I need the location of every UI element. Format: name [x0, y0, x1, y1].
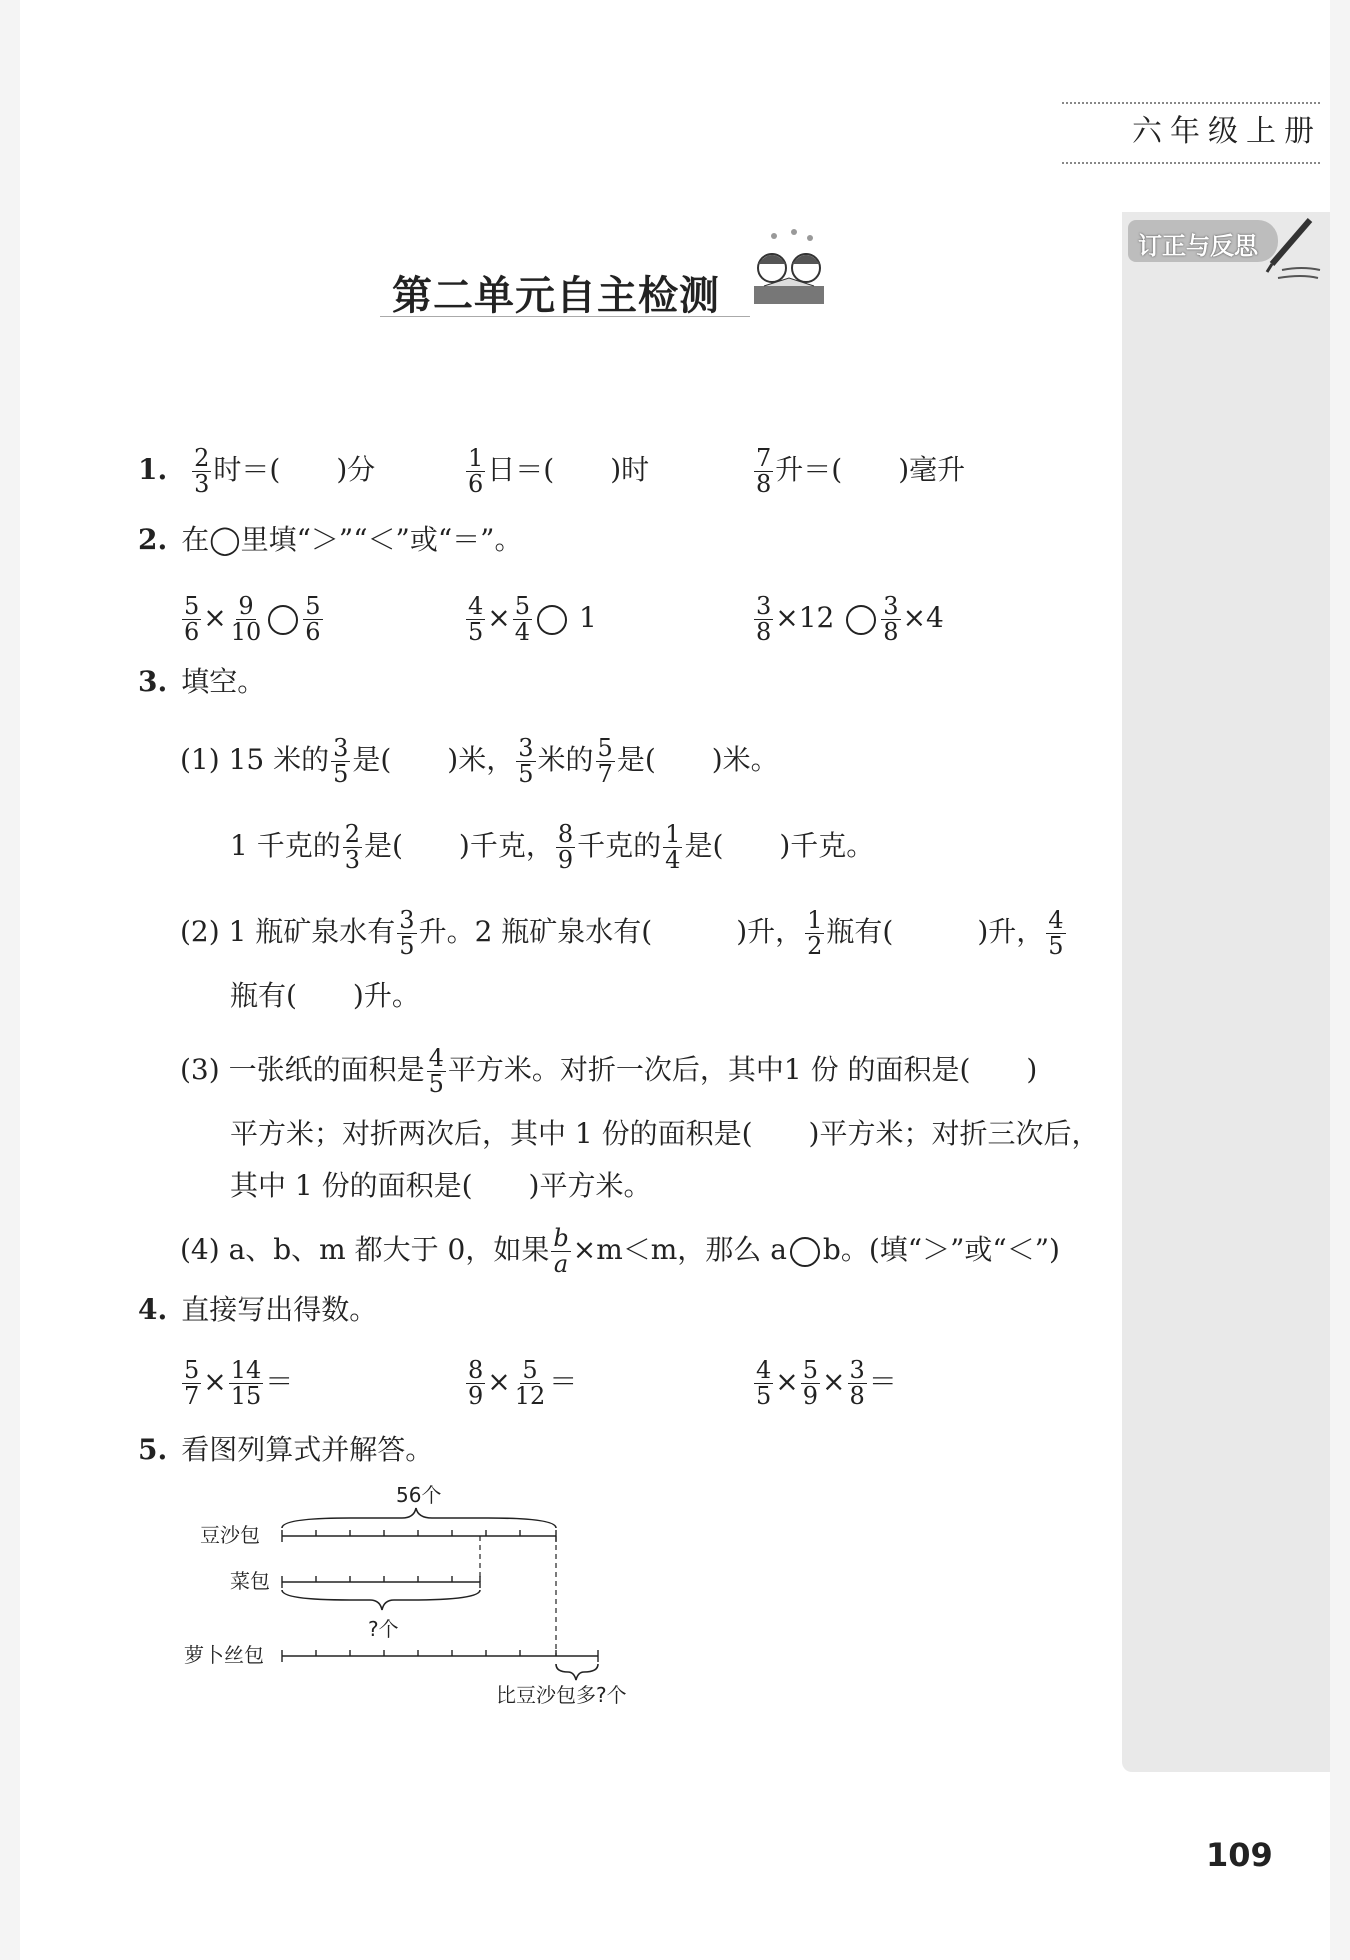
question-2-stem	[138, 523, 523, 556]
question-4c: $\frac{4}{5}$ × $\frac{5}{9}$ × $\frac{3}{8}$ ＝	[756, 1356, 897, 1411]
question-4b: $\frac{8}{9}$ × $\frac{5}{12}$ ＝	[468, 1356, 578, 1411]
question-3-part4: (4) a、b、m 都大于 0，如果 $\frac{b}{a}$ ×m＜m，那么 a b。(填“＞”或“＜”)	[180, 1224, 1060, 1279]
pencil-icon	[1262, 214, 1322, 284]
question-5-stem: 5. 看图列算式并解答。	[138, 1433, 434, 1466]
page-number: 109	[1206, 1836, 1273, 1874]
question-3-part1a: (1) 15 米的 $\frac{3}{5}$ 是( )米， $\frac{3}{5}$ 米的 $\frac{5}{7}$ 是( )米。	[180, 734, 779, 789]
question-3-part3b: 平方米；对折两次后，其中 1 份的面积是( )平方米；对折三次后，	[230, 1117, 1100, 1150]
fraction: $\frac{2}{3}$	[194, 444, 210, 499]
diagram-label-radish: 萝卜丝包	[184, 1643, 264, 1667]
diagram-label-bean: 豆沙包	[200, 1523, 260, 1547]
question-2c: $\frac{3}{8}$ ×12 $\frac{3}{8}$ ×4	[756, 592, 944, 647]
q1-item-text: 时＝( )分	[213, 453, 376, 487]
compare-circle[interactable]	[268, 605, 298, 635]
question-number: 1.	[138, 453, 168, 487]
question-3-part2b: 瓶有( )升。	[230, 979, 420, 1012]
question-2b: $\frac{4}{5}$ × $\frac{5}{4}$ 1	[468, 592, 597, 647]
question-3-part3a: (3) 一张纸的面积是 $\frac{4}{5}$ 平方米。对折一次后，其中1 份 的面积是( )	[180, 1044, 1038, 1099]
diagram-bottom-note: 比豆沙包多?个	[496, 1683, 627, 1707]
fraction: $\frac{1}{6}$	[468, 444, 484, 499]
question-number: 3.	[138, 665, 168, 698]
question-3-part2a: (2) 1 瓶矿泉水有 $\frac{3}{5}$ 升。2 瓶矿泉水有( )升， $\frac{1}{2}$ 瓶有( )升， $\frac{4}{5}$	[180, 906, 1064, 961]
segment-diagram	[170, 1480, 690, 1720]
compare-circle[interactable]	[846, 605, 876, 635]
question-1-item-3	[752, 446, 965, 497]
diagram-label-veg: 菜包	[230, 1569, 270, 1593]
question-1-item-2	[464, 446, 649, 497]
question-3-part1b: 1 千克的 $\frac{2}{3}$ 是( )千克， $\frac{8}{9}$ 千克的 $\frac{1}{4}$ 是( )千克。	[230, 820, 875, 875]
diagram-mid-note: ?个	[368, 1617, 399, 1641]
question-4a: $\frac{5}{7}$ × $\frac{14}{15}$ ＝	[184, 1356, 294, 1411]
diagram-top-note: 56个	[396, 1483, 442, 1507]
question-3-stem: 3. 填空。	[138, 665, 266, 698]
title-underline	[380, 316, 750, 317]
q1-item-text: 升＝( )毫升	[775, 453, 966, 487]
question-number: 4.	[138, 1293, 168, 1326]
question-number: 5.	[138, 1433, 168, 1466]
side-tag-label: 订正与反思	[1138, 232, 1258, 260]
compare-circle[interactable]	[790, 1237, 820, 1267]
grade-label: 六年级上册	[1132, 114, 1322, 149]
question-number: 2.	[138, 523, 168, 556]
compare-circle[interactable]	[537, 605, 567, 635]
fraction: $\frac{7}{8}$	[756, 444, 772, 499]
question-4-stem: 4. 直接写出得数。	[138, 1293, 378, 1326]
question-stem: 在◯里填“＞”“＜”或“＝”。	[181, 523, 523, 556]
question-2a: $\frac{5}{6}$ × $\frac{9}{10}$ $\frac{5}{6}$	[184, 592, 321, 647]
correction-sidebar	[1122, 212, 1330, 1772]
question-1	[138, 446, 375, 497]
kids-reading-icon	[744, 226, 834, 316]
question-3-part3c: 其中 1 份的面积是( )平方米。	[230, 1169, 652, 1202]
q1-item-text: 日＝( )时	[487, 453, 650, 487]
page-title: 第二单元自主检测	[392, 272, 720, 319]
